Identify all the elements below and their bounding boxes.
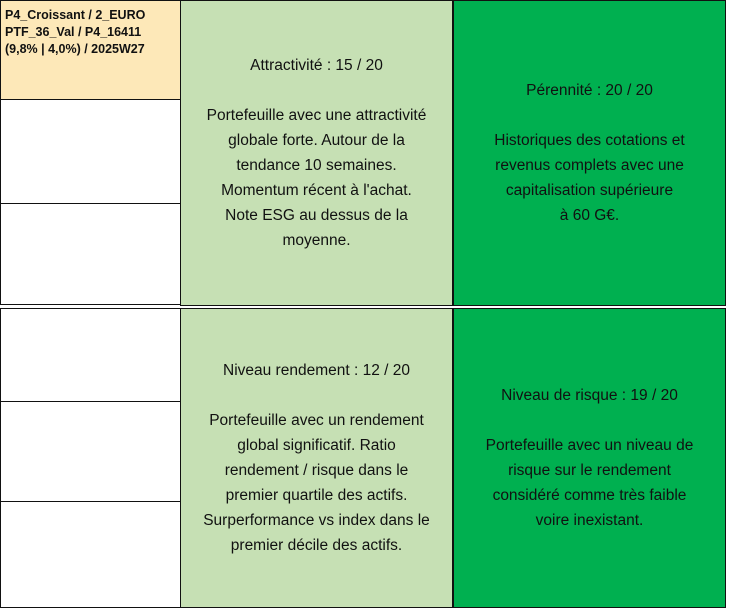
perennite-cell: [453, 0, 726, 306]
portfolio-label-cell: [0, 0, 181, 100]
portfolio-line-1: P4_Croissant / 2_EURO: [5, 8, 146, 22]
attractivite-heading: Attractivité : 15 / 20: [250, 57, 383, 74]
perennite-line: à 60 G€.: [559, 207, 620, 224]
perennite-line: revenus complets avec une: [495, 157, 684, 174]
attractivite-line: Portefeuille avec une attractivité: [206, 107, 427, 124]
rendement-text: [203, 408, 430, 558]
empty-cell-4: [0, 401, 181, 502]
rendement-line: Surperformance vs index dans le: [203, 512, 430, 529]
rendement-line: Portefeuille avec un rendement: [209, 412, 424, 429]
portfolio-line-3: (9,8% | 4,0%) / 2025W27: [5, 42, 145, 56]
attractivite-cell: [180, 0, 453, 306]
attractivite-line: moyenne.: [282, 232, 351, 249]
risque-line: risque sur le rendement: [508, 462, 671, 479]
perennite-line: Historiques des cotations et: [494, 132, 685, 149]
perennite-heading: Pérennité : 20 / 20: [526, 82, 653, 99]
empty-cell-2: [0, 203, 181, 305]
empty-cell-3: [0, 308, 181, 402]
portfolio-line-2: PTF_36_Val / P4_16411: [5, 25, 142, 39]
perennite-line: capitalisation supérieure: [505, 182, 674, 199]
perennite-text: [494, 128, 684, 228]
risque-line: considéré comme très faible: [492, 487, 687, 504]
rendement-line: global significatif. Ratio: [237, 437, 396, 454]
rendement-line: premier quartile des actifs.: [225, 487, 408, 504]
risque-line: voire inexistant.: [535, 512, 644, 529]
rendement-line: rendement / risque dans le: [224, 462, 409, 479]
empty-cell-5: [0, 501, 181, 608]
risque-text: [486, 433, 694, 533]
risque-heading: Niveau de risque : 19 / 20: [501, 387, 678, 404]
rendement-line: premier décile des actifs.: [230, 537, 403, 554]
empty-cell-1: [0, 99, 181, 204]
risque-cell: [453, 308, 726, 608]
attractivite-text: [207, 103, 427, 253]
rendement-cell: [180, 308, 453, 608]
attractivite-line: Momentum récent à l'achat.: [221, 182, 412, 199]
attractivite-line: tendance 10 semaines.: [236, 157, 397, 174]
attractivite-line: globale forte. Autour de la: [228, 132, 405, 149]
attractivite-line: Note ESG au dessus de la: [225, 207, 408, 224]
risque-line: Portefeuille avec un niveau de: [485, 437, 694, 454]
rendement-heading: Niveau rendement : 12 / 20: [223, 362, 410, 379]
